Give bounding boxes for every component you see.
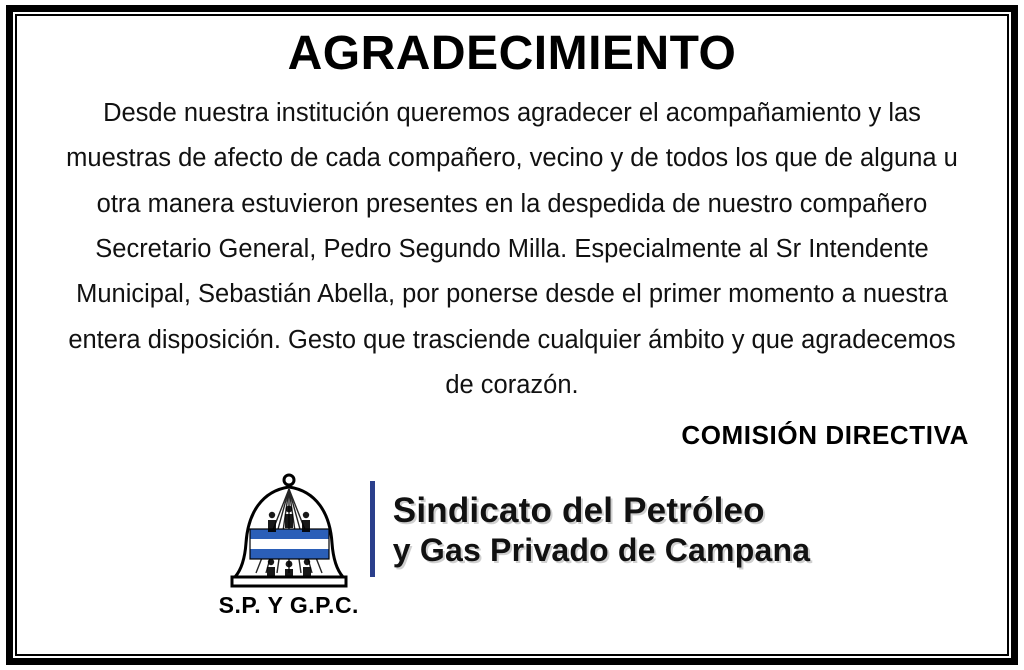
logo-caption: S.P. Y G.P.C.: [218, 592, 359, 619]
notice-body: [39, 91, 985, 409]
organization-name-line2: y Gas Privado de Campana: [392, 532, 811, 569]
bell-icon: [214, 465, 364, 619]
organization-name: [393, 491, 810, 570]
notice-paragraph: Desde nuestra institución queremos agradecer el acompañamiento y las muestras de afecto de cada compañero, vecino y de todos los que de alguna u otra manera estuvieron presentes en la despedida de nuestro compañero Secretario General, Pedro Segundo Milla. Especialmente al Sr Intendente Municipal, Sebastián Abella, por ponerse desde el primer momento a nuestra entera disposición. Gesto que trasciende cualquier ámbito y que agradecemos de corazón.: [66, 98, 958, 400]
logo-divider: [370, 481, 375, 577]
notice-content: [17, 16, 1007, 654]
logo-lockup: [39, 465, 985, 619]
page-title: AGRADECIMIENTO: [287, 27, 737, 80]
signoff-text: COMISIÓN DIRECTIVA: [681, 420, 969, 451]
organization-name-line1: Sindicato del Petróleo: [392, 491, 765, 531]
